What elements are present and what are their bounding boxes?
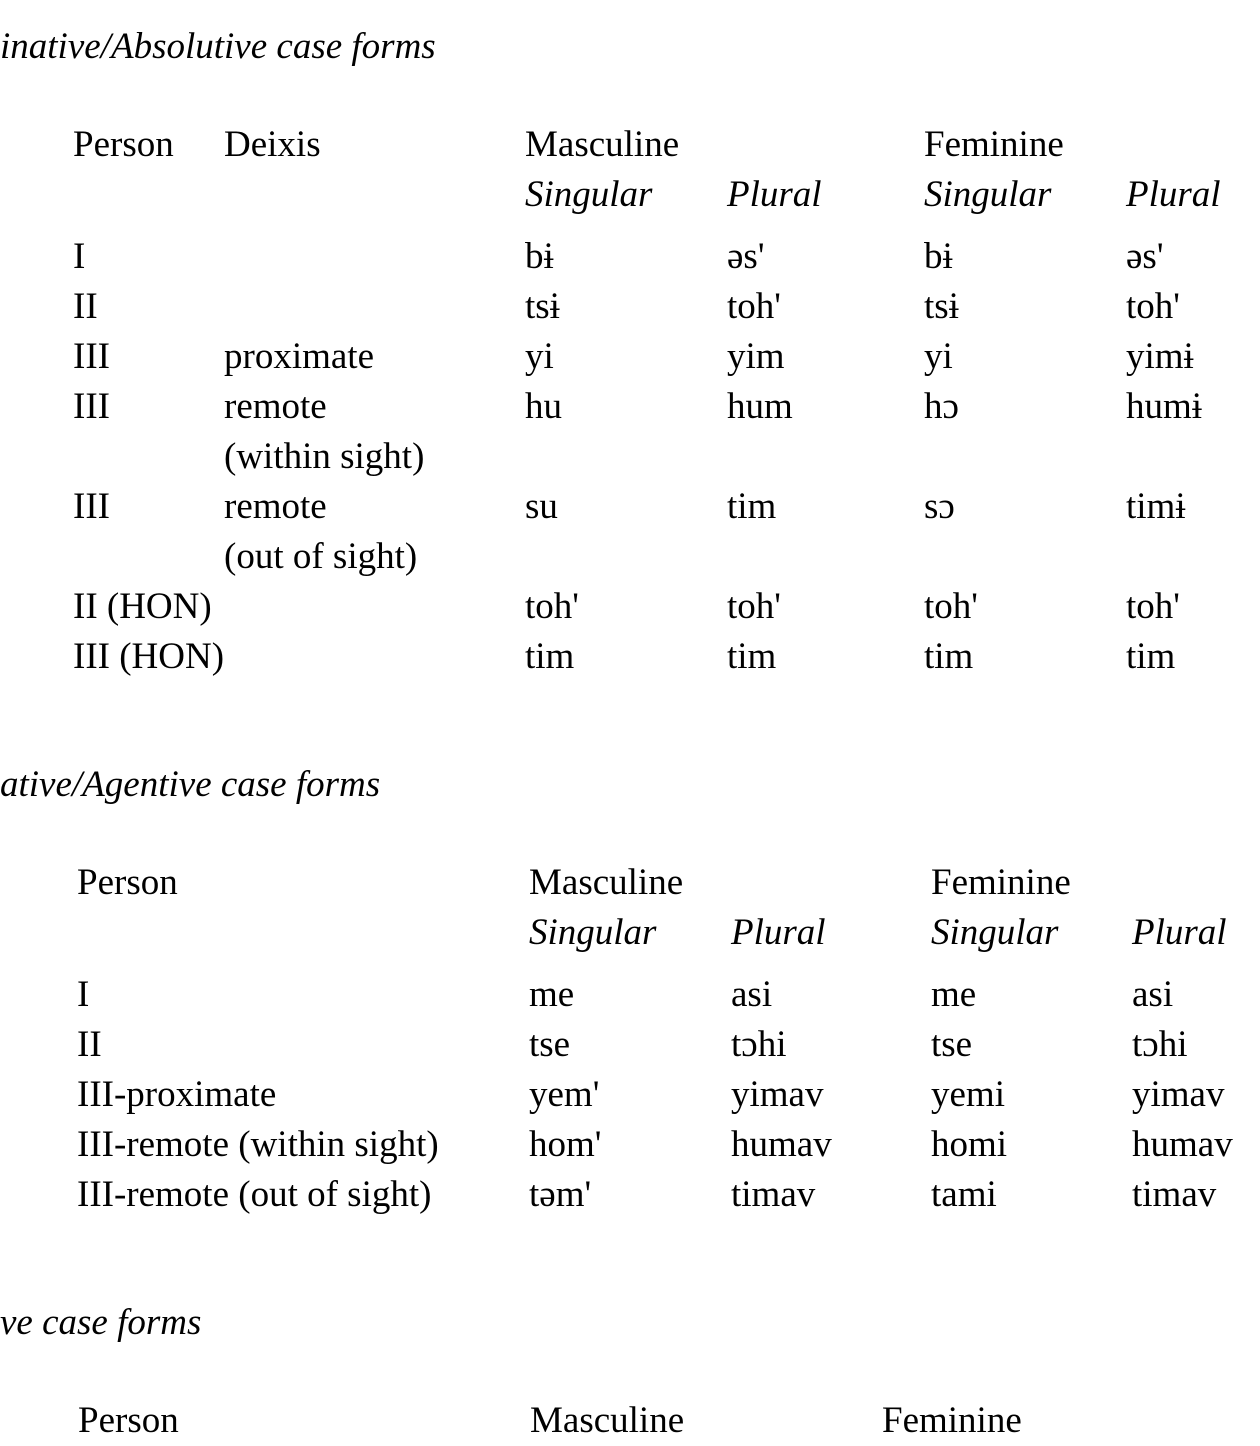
masc-pl-cell: toh' (727, 286, 781, 327)
masc-pl-cell: yim (727, 336, 785, 377)
header-feminine: Feminine (931, 862, 1071, 903)
person-cell: II (73, 286, 98, 327)
table-row (0, 582, 1260, 632)
person-cell: III (73, 386, 110, 427)
fem-sg-cell: tsɨ (924, 286, 959, 327)
person-cell: I (73, 236, 86, 277)
header-feminine: Feminine (924, 124, 1064, 165)
person-cell: II (HON) (73, 586, 212, 627)
masc-sg-cell: hu (525, 386, 562, 427)
header-fem-singular: Singular (931, 912, 1059, 953)
header-masculine: Masculine (529, 862, 684, 903)
fem-sg-cell: yi (924, 336, 953, 377)
header-person: Person (77, 862, 178, 903)
fem-sg-cell: me (931, 974, 977, 1015)
fem-pl-cell: asi (1132, 974, 1174, 1015)
deixis-cell: remote (224, 486, 327, 527)
fem-sg-cell: bɨ (924, 236, 953, 277)
deixis-note-cell: (within sight) (224, 436, 425, 477)
masc-sg-cell: toh' (525, 586, 579, 627)
header-person: Person (78, 1400, 179, 1441)
header-masculine: Masculine (530, 1400, 685, 1441)
fem-pl-cell: tim (1126, 636, 1176, 677)
fem-pl-cell: yimɨ (1126, 336, 1194, 377)
fem-pl-cell: toh' (1126, 286, 1180, 327)
fem-pl-cell: humɨ (1126, 386, 1203, 427)
fem-sg-cell: homi (931, 1124, 1008, 1165)
fem-sg-cell: tse (931, 1024, 973, 1065)
person-cell: I (77, 974, 90, 1015)
fem-sg-cell: hɔ (924, 386, 959, 427)
header-fem-singular: Singular (924, 174, 1052, 215)
masc-sg-cell: yi (525, 336, 554, 377)
masc-pl-cell: asi (731, 974, 773, 1015)
fem-sg-cell: yemi (931, 1074, 1005, 1115)
masc-pl-cell: yimav (731, 1074, 824, 1115)
section-title-absolutive: inative/Absolutive case forms (0, 26, 436, 67)
header-deixis: Deixis (224, 124, 321, 165)
header-person: Person (73, 124, 174, 165)
fem-pl-cell: yimav (1132, 1074, 1225, 1115)
fem-pl-cell: humav (1132, 1124, 1233, 1165)
header-feminine: Feminine (882, 1400, 1022, 1441)
masc-sg-cell: tsɨ (525, 286, 560, 327)
table-row (0, 382, 1260, 482)
fem-sg-cell: sɔ (924, 486, 955, 527)
person-cell: III-proximate (77, 1074, 277, 1115)
masc-pl-cell: tim (727, 486, 777, 527)
person-cell: III (73, 486, 110, 527)
deixis-cell: proximate (224, 336, 375, 377)
fem-sg-cell: tim (924, 636, 974, 677)
header-masculine: Masculine (525, 124, 680, 165)
masc-sg-cell: təm' (529, 1174, 592, 1215)
deixis-cell: remote (224, 386, 327, 427)
table-row (0, 482, 1260, 582)
person-cell: III (73, 336, 110, 377)
header-masc-plural: Plural (727, 174, 822, 215)
fem-pl-cell: timav (1132, 1174, 1217, 1215)
person-cell: III-remote (within sight) (77, 1124, 439, 1165)
masc-pl-cell: əs' (727, 236, 765, 277)
table-row (0, 1120, 1260, 1170)
deixis-note-cell: (out of sight) (224, 536, 418, 577)
header-fem-plural: Plural (1126, 174, 1221, 215)
table-row (0, 282, 1260, 332)
masc-sg-cell: su (525, 486, 558, 527)
person-cell: II (77, 1024, 102, 1065)
fem-sg-cell: tami (931, 1174, 997, 1215)
masc-sg-cell: hom' (529, 1124, 602, 1165)
table-row (0, 632, 1260, 682)
masc-sg-cell: bɨ (525, 236, 554, 277)
masc-pl-cell: tim (727, 636, 777, 677)
fem-sg-cell: toh' (924, 586, 978, 627)
masc-pl-cell: toh' (727, 586, 781, 627)
table-row (0, 970, 1260, 1020)
masc-sg-cell: me (529, 974, 575, 1015)
masc-sg-cell: tim (525, 636, 575, 677)
masc-sg-cell: tse (529, 1024, 571, 1065)
section-title-agentive: ative/Agentive case forms (0, 764, 381, 805)
masc-pl-cell: humav (731, 1124, 832, 1165)
masc-pl-cell: tɔhi (731, 1024, 787, 1065)
header-masc-singular: Singular (525, 174, 653, 215)
masc-pl-cell: timav (731, 1174, 816, 1215)
table-row (0, 1070, 1260, 1120)
person-cell: III-remote (out of sight) (77, 1174, 432, 1215)
person-cell: III (HON) (73, 636, 225, 677)
masc-pl-cell: hum (727, 386, 793, 427)
table-row (0, 1170, 1260, 1220)
section-title-third: ve case forms (0, 1302, 202, 1343)
fem-pl-cell: toh' (1126, 586, 1180, 627)
fem-pl-cell: timɨ (1126, 486, 1186, 527)
header-masc-plural: Plural (731, 912, 826, 953)
table-row (0, 232, 1260, 282)
masc-sg-cell: yem' (529, 1074, 600, 1115)
header-masc-singular: Singular (529, 912, 657, 953)
table-row (0, 1020, 1260, 1070)
fem-pl-cell: tɔhi (1132, 1024, 1188, 1065)
table-row (0, 332, 1260, 382)
fem-pl-cell: əs' (1126, 236, 1164, 277)
header-fem-plural: Plural (1132, 912, 1227, 953)
